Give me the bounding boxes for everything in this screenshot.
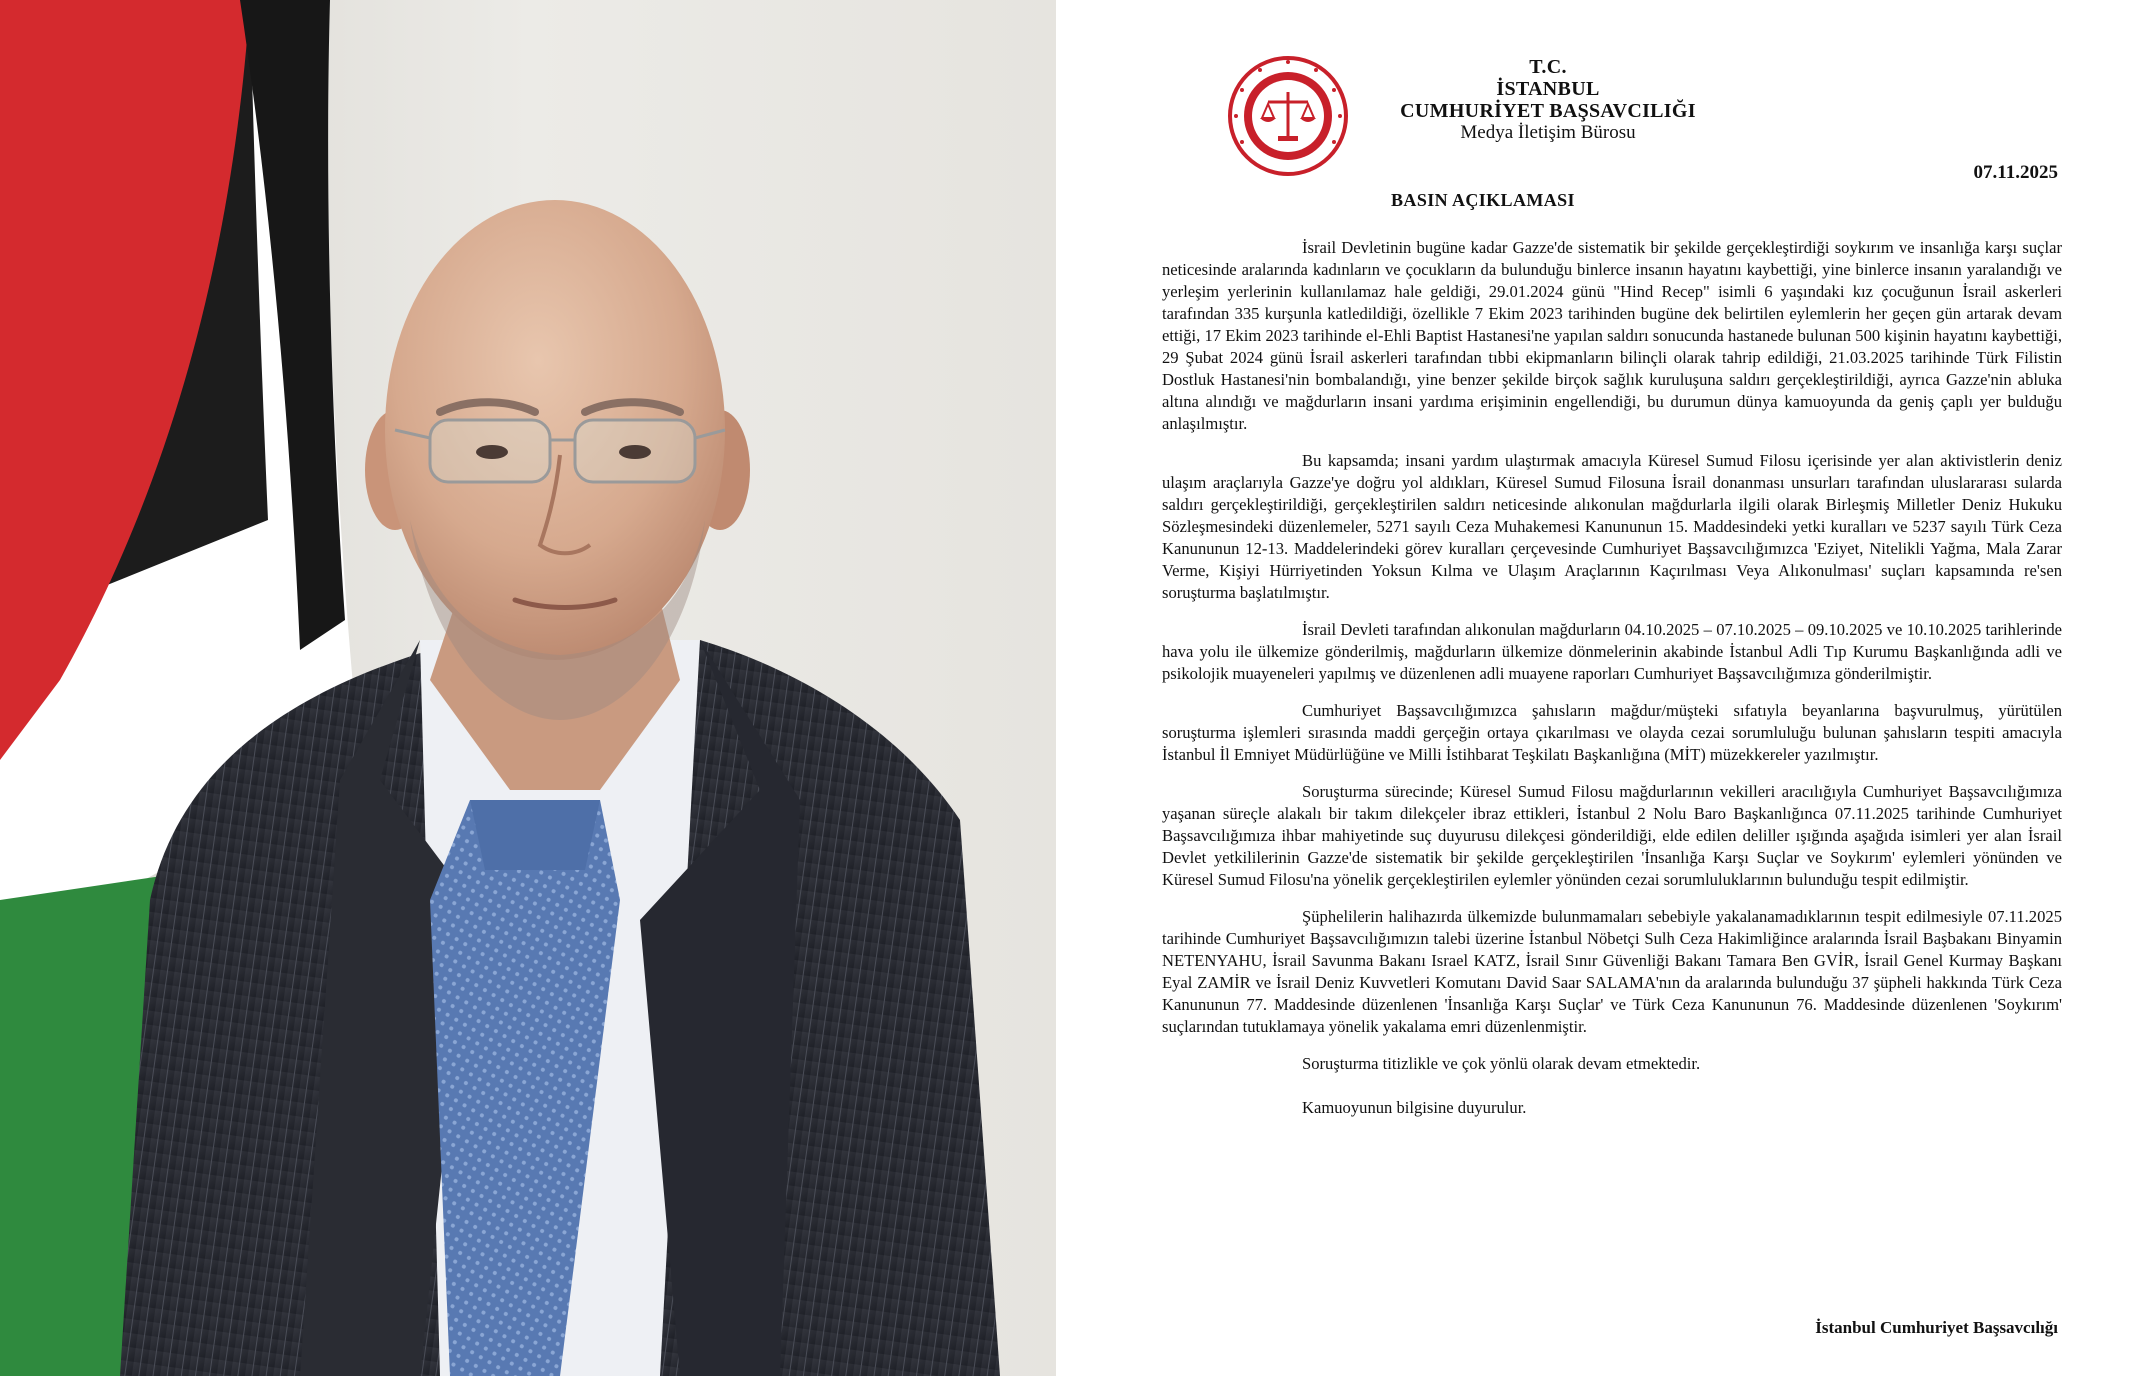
signature: İstanbul Cumhuriyet Başsavcılığı	[1815, 1318, 2058, 1337]
paragraph-6: Şüphelilerin halihazırda ülkemizde bulunmamaları sebebiyle yakalanamadıklarının tespit edilmesiyle 07.11.2025 tarihinde Cumhuriyet Başsavcılığımızın talebi üzerine İstanbul Nöbetçi Sulh Ceza Hakimliğince aralarında İsrail Başbakanı Binyamin NETENYAHU, İsrail Savunma Bakanı Israel KATZ, İsrail Sınır Güvenliği Bakanı Tamara Ben GVİR, İsrail Genel Kurmay Başkanı Eyal ZAMİR ve İsrail Deniz Kuvvetleri Komutanı David Saar SALAMA'nın da aralarında bulunduğu 37 şüpheli hakkında Türk Ceza Kanununun 77. Maddesinde düzenlenen 'İnsanlığa Karşı Suçlar' ve Türk Ceza Kanununun 76. Maddesinde düzenlenen 'Soykırım' suçlarından tutuklamaya yönelik yakalama emri düzenlenmiştir.	[1162, 907, 2062, 1036]
paragraph-2: Bu kapsamda; insani yardım ulaştırmak amacıyla Küresel Sumud Filosu içerisinde yer alan aktivistlerin deniz ulaşım araçlarıyla Gazze'ye doğru yol aldıkları, Küresel Sumud Filosuna İsrail donanması unsurları tarafından uluslararası sularda saldırı gerçekleştirildiği, gerçekleştirilen saldırı neticesinde alıkonulan mağdurlarla ilgili olarak Birleşmiş Milletler Deniz Hukuku Sözleşmesindeki düzenlemeler, 5271 sayılı Ceza Muhakemesi Kanununun 15. Maddesindeki yetki kuralları ve 5237 sayılı Türk Ceza Kanununun 12-13. Maddelerindeki görev kuralları çerçevesinde Cumhuriyet Başsavcılığımızca 'Eziyet, Nitelikli Yağma, Mala Zarar Verme, Kişiyi Hürriyetinden Yoksun Kılma ve Ulaşım Araçlarının Kaçırılması Veya Alıkonulması' suçları kapsamında re'sen soruşturma başlatılmıştır.	[1162, 451, 2062, 602]
document-header	[1348, 56, 1748, 144]
header-line-city: İSTANBUL	[1496, 78, 1600, 100]
paragraph-5: Soruşturma sürecinde; Küresel Sumud Filosu mağdurlarının vekilleri aracılığıyla Cumhuriyet Başsavcılığımıza yaşanan süreçle alakalı bir takım dilekçeler ibraz ettikleri, İstanbul 2 Nolu Baro Başkanlığınca 07.11.2025 tarihinde Cumhuriyet Başsavcılığımıza ihbar mahiyetinde suç duyurusu dilekçesi gönderildiği, elde edilen deliller ışığında aşağıda isimleri yer alan İsrail Devlet yetkililerinin Gazze'de sistematik bir şekilde gerçekleştirilen 'İnsanlığa Karşı Suçlar ve Soykırım' eylemleri yönünden ve Küresel Sumud Filosu'na yönelik gerçekleştirilen eylemler yönünden cezai sorumluluklarının bulunduğu tespit edilmiştir.	[1162, 782, 2062, 889]
press-release-document	[1058, 0, 2146, 1376]
document-date: 07.11.2025	[1973, 162, 2058, 183]
paragraph-3: İsrail Devleti tarafından alıkonulan mağdurların 04.10.2025 – 07.10.2025 – 09.10.2025 ve 10.10.2025 tarihlerinde hava yolu ile ülkemize gönderilmiş, mağdurların ülkemize dönmelerinin akabinde İstanbul Adli Tıp Kurumu Başkanlığında adli ve psikolojik muayeneleri yapılmış ve düzenlenen adli muayene raporları Cumhuriyet Başsavcılığımıza gönderilmiştir.	[1162, 620, 2062, 683]
document-body	[1162, 237, 2062, 1141]
paragraph-4: Cumhuriyet Başsavcılığımızca şahısların mağdur/müşteki sıfatıyla beyanlarına başvurulmuş, yürütülen soruşturma işlemleri sırasında maddi gerçeğin ortaya çıkarılması ve olayda cezai sorumluluğu bulunan şahısların tespiti amacıyla İstanbul İl Emniyet Müdürlüğüne ve Milli İstihbarat Teşkilatı Başkanlığına (MİT) müzekkereler yazılmıştır.	[1162, 701, 2062, 764]
portrait-photo	[0, 0, 1056, 1376]
paragraph-8: Kamuoyunun bilgisine duyurulur.	[1302, 1098, 1527, 1117]
portrait-illustration	[0, 0, 1056, 1376]
header-line-institution: CUMHURİYET BAŞSAVCILIĞI	[1400, 100, 1696, 122]
header-line-office: Medya İletişim Bürosu	[1460, 122, 1636, 143]
scales-of-justice-seal	[1226, 54, 1350, 178]
header-line-tc: T.C.	[1529, 56, 1567, 78]
document-title: BASIN AÇIKLAMASI	[1391, 190, 1575, 210]
paragraph-1: İsrail Devletinin bugüne kadar Gazze'de sistematik bir şekilde gerçekleştirdiği soykırım ve insanlığa karşı suçlar neticesinde aralarında kadınların ve çocukların da bulunduğu binlerce insanın hayatını kaybettiği, yine binlerce insanın yaralandığı ve yerleşim yerlerinin kullanılamaz hale geldiği, 29.01.2024 günü "Hind Recep" isimli 6 yaşındaki kız çocuğunun İsrail askerleri tarafından 335 kurşunla katledildiği, özellikle 7 Ekim 2023 tarihinden bugüne dek belirtilen eylemlerin her geçen gün artarak devam ettiği, 17 Ekim 2023 tarihinde el-Ehli Baptist Hastanesi'ne yapılan saldırı sonucunda hastanede bulunan 500 kişinin hayatını kaybettiği, 29 Şubat 2024 günü İsrail askerleri tarafından tıbbi ekipmanların bilinçli olarak tahrip edildiği, 21.03.2025 tarihinde Türk Filistin Dostluk Hastanesi'nin bombalandığı, yine benzer şekilde birçok sağlık kuruluşuna saldırı gerçekleştirildiği, ayrıca Gazze'nin abluka altına alındığı ve mağdurların insani yardıma erişiminin engellendiği, bu durumun dünya kamuoyunda da geniş çaplı yer bulduğu anlaşılmıştır.	[1162, 238, 2062, 433]
paragraph-7: Soruşturma titizlikle ve çok yönlü olarak devam etmektedir.	[1302, 1054, 1701, 1073]
